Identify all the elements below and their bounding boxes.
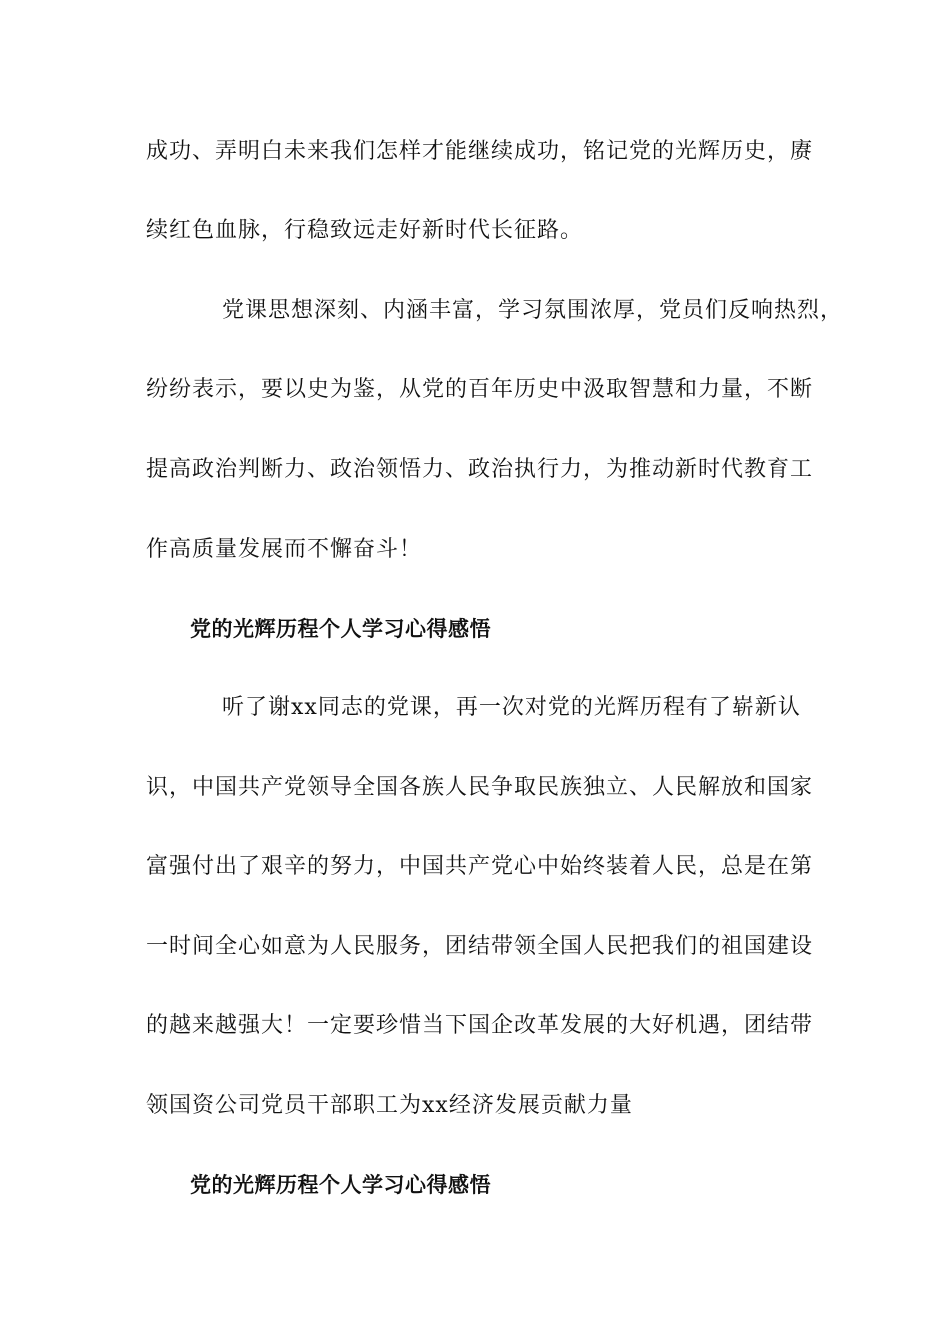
section-heading-1: 党的光辉历程个人学习心得感悟 [190, 616, 491, 641]
paragraph-1-line-1: 成功、弄明白未来我们怎样才能继续成功，铭记党的光辉历史，赓 [146, 139, 814, 164]
paragraph-1-line-2: 续红色血脉，行稳致远走好新时代长征路。 [146, 218, 584, 243]
paragraph-3-line-6: 领国资公司党员干部职工为xx经济发展贡献力量 [146, 1093, 633, 1118]
section-heading-2: 党的光辉历程个人学习心得感悟 [190, 1172, 491, 1197]
paragraph-2-line-1: 党课思想深刻、内涵丰富，学习氛围浓厚，党员们反响热烈， [222, 298, 844, 323]
paragraph-2-line-2: 纷纷表示，要以史为鉴，从党的百年历史中汲取智慧和力量，不断 [146, 377, 814, 402]
paragraph-2-line-3: 提高政治判断力、政治领悟力、政治执行力，为推动新时代教育工 [146, 457, 814, 482]
paragraph-3-line-2: 识，中国共产党领导全国各族人民争取民族独立、人民解放和国家 [146, 775, 814, 800]
paragraph-2-line-4: 作高质量发展而不懈奋斗！ [146, 537, 423, 562]
paragraph-3-line-3: 富强付出了艰辛的努力，中国共产党心中始终装着人民，总是在第 [146, 854, 814, 879]
paragraph-3-line-1: 听了谢xx同志的党课，再一次对党的光辉历程有了崭新认 [222, 695, 801, 720]
paragraph-3-line-5: 的越来越强大！一定要珍惜当下国企改革发展的大好机遇，团结带 [146, 1013, 814, 1038]
paragraph-3-line-4: 一时间全心如意为人民服务，团结带领全国人民把我们的祖国建设 [146, 934, 814, 959]
